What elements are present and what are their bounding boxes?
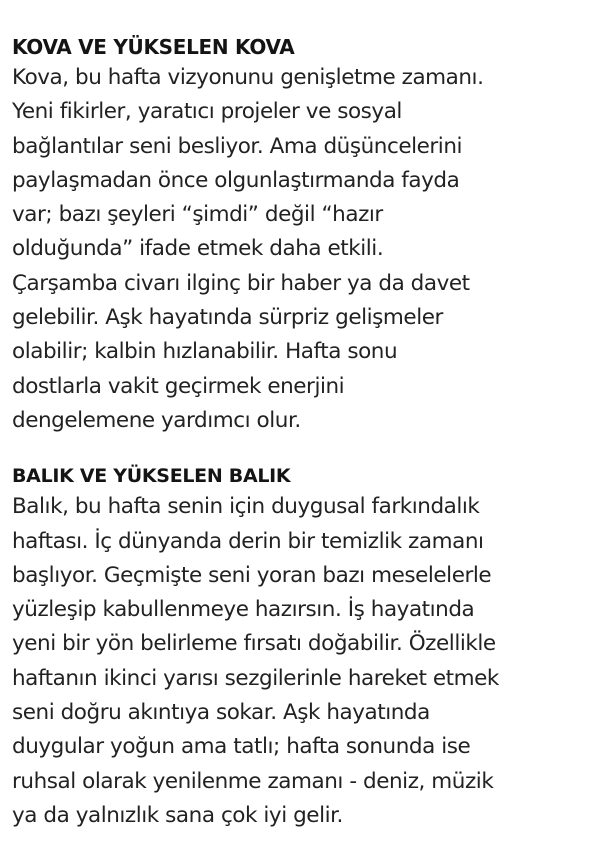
body-line: duygular yoğun ama tatlı; hafta sonunda ise (12, 734, 471, 760)
body-line: bağlantılar seni besliyor. Ama düşüncelerini (12, 133, 463, 159)
body-line: haftanın ikinci yarısı sezgilerinle hareket etmek (12, 665, 499, 691)
body-line: haftası. İç dünyanda derin bir temizlik zamanı (12, 528, 484, 554)
body-line: yeni bir yön belirleme fırsatı doğabilir. Özellikle (12, 631, 496, 657)
body-line: olabilir; kalbin hızlanabilir. Hafta sonu (12, 339, 398, 365)
body-line: dengelemene yardımcı olur. (12, 407, 301, 433)
section-balik (12, 462, 600, 833)
body-line: paylaşmadan önce olgunlaştırmanda fayda (12, 167, 460, 193)
body-line: gelebilir. Aşk hayatında sürpriz gelişmeler (12, 305, 443, 331)
body-line: ruhsal olarak yenilenme zamanı - deniz, müzik (12, 768, 494, 794)
body-line: başlıyor. Geçmişte seni yoran bazı meselelerle (12, 562, 492, 588)
section-kova (12, 33, 600, 438)
body-line: olduğunda” ifade etmek daha etkili. (12, 236, 384, 262)
body-line: seni doğru akıntıya sokar. Aşk hayatında (12, 700, 430, 726)
body-line: Kova, bu hafta vizyonunu genişletme zamanı. (12, 65, 484, 90)
body-line: Yeni fikirler, yaratıcı projeler ve sosyal (12, 99, 402, 125)
section-body-kova (12, 61, 600, 438)
section-heading-balik: BALIK VE YÜKSELEN BALIK (12, 465, 291, 488)
section-body-balik (12, 490, 600, 833)
section-heading-kova: KOVA VE YÜKSELEN KOVA (12, 35, 295, 59)
body-line: ya da yalnızlık sana çok iyi gelir. (12, 802, 343, 828)
body-line: Balık, bu hafta senin için duygusal farkındalık (12, 494, 480, 520)
body-line: yüzleşip kabullenmeye hazırsın. İş hayatında (12, 597, 475, 623)
body-line: var; bazı şeyleri “şimdi” değil “hazır (12, 202, 383, 228)
body-line: Çarşamba civarı ilginç bir haber ya da davet (12, 270, 470, 296)
body-line: dostlarla vakit geçirmek enerjini (12, 373, 345, 399)
